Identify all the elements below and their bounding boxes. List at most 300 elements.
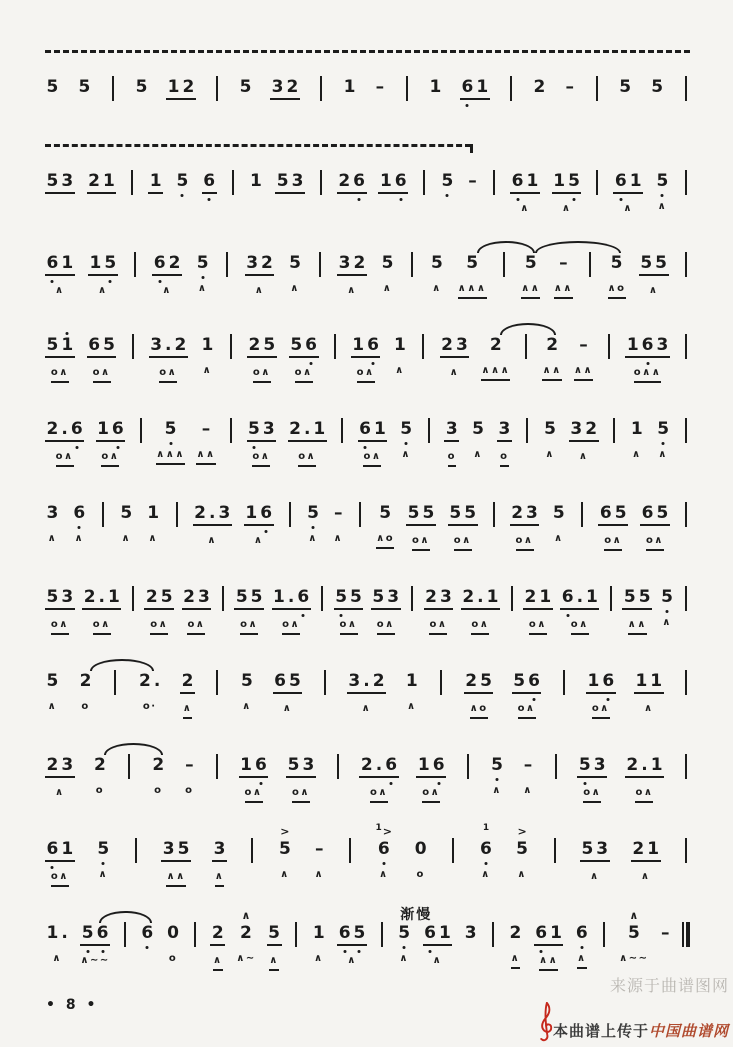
note-char: – — [375, 77, 385, 97]
note-char: 3 — [46, 503, 59, 523]
articulation-marks: o∧ — [377, 618, 395, 635]
note-char: 6 — [599, 503, 612, 523]
articulation-marks: ∧∼∼ — [80, 955, 110, 966]
note-cell — [272, 572, 311, 635]
note-group — [424, 587, 454, 610]
note-cell — [195, 238, 210, 297]
note-cell — [430, 238, 445, 297]
barline-mark — [320, 76, 322, 101]
note-group — [371, 587, 401, 610]
barline — [560, 656, 568, 695]
barline — [551, 824, 559, 863]
measure-row — [45, 320, 690, 383]
note-char: 6 — [385, 755, 398, 775]
score-line-6 — [45, 488, 690, 551]
barline-mark — [124, 922, 126, 947]
articulation-marks: ∧ — [333, 533, 344, 544]
note-cell — [247, 404, 277, 467]
note-group — [247, 419, 277, 442]
note-group — [78, 671, 93, 692]
note-cell — [342, 62, 357, 121]
note-cell — [650, 62, 665, 121]
note-group — [45, 923, 69, 944]
barline — [403, 62, 411, 101]
articulation-marks: o∧∧ — [634, 366, 662, 383]
note-char: 5 — [480, 671, 492, 691]
note-char: 5 — [638, 587, 651, 607]
articulation-marks: ∧ — [47, 701, 58, 712]
note-char: 5 — [655, 253, 668, 273]
barline — [419, 320, 427, 359]
note-group — [45, 171, 75, 194]
barline-mark — [289, 502, 291, 527]
barline — [408, 238, 416, 277]
note-cell — [358, 404, 388, 467]
note-char: 3 — [246, 253, 259, 273]
note-group — [347, 671, 386, 694]
articulation-marks: ∧ — [432, 283, 442, 294]
articulation-marks: o∧ — [529, 618, 547, 635]
note-char: 5 — [353, 923, 366, 943]
note-char: 5 — [46, 335, 59, 355]
articulation-marks: o∧ — [646, 534, 664, 551]
articulation-marks: ∧ — [449, 367, 460, 378]
articulation-marks: ∧∧∧ — [458, 282, 487, 299]
note-cell — [560, 572, 599, 635]
note-char: 1 — [149, 171, 162, 191]
note-cell — [534, 908, 564, 971]
articulation-marks: ∧ — [98, 869, 109, 880]
note-cell — [87, 156, 117, 217]
barline-mark — [563, 670, 565, 695]
note-group — [45, 839, 75, 862]
note-char: 5 — [307, 503, 319, 523]
note-char: 5 — [335, 587, 348, 607]
dashed-overline — [45, 144, 471, 147]
note-cell — [239, 740, 269, 803]
note-char: 3 — [61, 171, 74, 191]
note-group — [463, 923, 478, 944]
articulation-marks: ∧ — [183, 702, 193, 719]
note-group — [200, 335, 215, 356]
note-char: 5 — [449, 503, 462, 523]
note-cell — [289, 320, 319, 383]
dashed-overline — [45, 50, 690, 53]
note-cell — [45, 404, 84, 467]
note-char: 5 — [524, 253, 537, 273]
barline-mark — [511, 586, 513, 611]
hat-mark: ∧ — [241, 909, 251, 922]
note-group — [152, 253, 182, 276]
note-cell — [532, 62, 547, 121]
note-cell — [244, 488, 274, 549]
note-group — [337, 171, 367, 194]
barline — [507, 62, 515, 101]
barline-mark — [295, 922, 297, 947]
articulation-marks: o∧ — [412, 534, 430, 551]
articulation-marks: ∧ — [401, 449, 411, 460]
note-char: 1 — [343, 77, 356, 97]
note-group — [558, 253, 570, 274]
note-char: 5 — [235, 587, 248, 607]
note-group — [634, 671, 664, 694]
barline — [356, 488, 364, 527]
note-cell — [306, 488, 321, 547]
note-char: 5 — [472, 419, 485, 439]
articulation-marks: ∧ — [545, 449, 555, 460]
note-char: 1 — [650, 755, 663, 775]
barline-mark — [406, 76, 408, 101]
note-cell — [552, 156, 582, 217]
articulation-marks: ∧∧ — [574, 364, 593, 381]
articulation-marks: ∧ — [561, 203, 572, 214]
note-group — [523, 253, 538, 274]
ornament-above — [629, 908, 638, 923]
note-group — [210, 923, 225, 946]
articulation-marks: o∧ — [604, 534, 622, 551]
articulation-marks: ∧ — [98, 285, 108, 296]
note-cell — [376, 824, 392, 883]
note-cell — [96, 404, 126, 467]
articulation-marks: o∧ — [583, 786, 601, 803]
note-cell — [236, 908, 256, 967]
note-char: 6 — [528, 671, 540, 691]
note-group — [80, 923, 110, 946]
note-group — [423, 923, 453, 946]
note-cell — [629, 404, 644, 463]
note-group — [380, 253, 395, 274]
note-char: 5 — [441, 171, 454, 191]
note-cell — [182, 572, 212, 635]
note-cell — [337, 908, 367, 969]
barline-mark — [428, 418, 430, 443]
barline-mark — [493, 170, 495, 195]
articulation-marks: ∧ — [162, 285, 172, 296]
note-char: 2 — [286, 77, 299, 97]
articulation-marks: ∧ — [314, 953, 324, 964]
barline-mark — [112, 76, 114, 101]
barline — [331, 320, 339, 359]
note-char: 1 — [373, 419, 386, 439]
note-char: 1 — [476, 77, 489, 97]
note-char: 2 — [152, 755, 165, 775]
note-group — [416, 755, 446, 778]
note-group — [430, 253, 445, 274]
note-group — [272, 587, 311, 610]
articulation-marks: ∧ — [523, 785, 533, 796]
barline — [316, 238, 324, 277]
note-char: – — [559, 253, 568, 273]
note-char: 6 — [394, 171, 407, 191]
note-cell — [45, 656, 60, 715]
note-char: . — [209, 503, 216, 523]
note-group — [245, 253, 275, 276]
note-cell — [577, 740, 607, 803]
note-cell — [202, 156, 217, 217]
note-group — [532, 77, 547, 98]
note-group — [175, 171, 190, 192]
note-char: 6 — [353, 171, 365, 191]
articulation-marks: ∧∧ — [196, 448, 215, 465]
articulation-marks: ∧ — [589, 871, 600, 882]
note-char: 5 — [46, 171, 59, 191]
barline — [227, 404, 235, 443]
articulation-marks: ∧ — [347, 955, 357, 966]
articulation-marks: o∧ — [240, 618, 258, 635]
note-group — [277, 839, 292, 860]
note-group — [234, 587, 264, 610]
note-group — [399, 419, 414, 440]
note-cell — [337, 156, 367, 217]
note-char: 5 — [544, 419, 556, 439]
barline — [593, 62, 601, 101]
note-char: 5 — [46, 587, 59, 607]
note-cell — [655, 156, 670, 215]
note-char: 3 — [464, 923, 477, 943]
note-char: 5 — [350, 587, 362, 607]
articulation-marks: ∧ — [55, 787, 65, 798]
note-char: . — [98, 587, 106, 607]
note-group — [273, 671, 303, 694]
barline-mark — [685, 334, 687, 359]
barline — [682, 824, 690, 863]
note-char: 6 — [432, 755, 445, 775]
note-char: 5 — [290, 335, 303, 355]
note-char: 5 — [657, 419, 670, 439]
note-group — [239, 923, 254, 944]
barline — [129, 320, 137, 359]
note-char: 5 — [464, 503, 477, 523]
note-char: 5 — [196, 253, 209, 273]
barline-mark — [176, 502, 178, 527]
articulation-marks: ∧ — [282, 703, 293, 714]
note-group — [166, 77, 196, 100]
note-group — [247, 335, 277, 358]
articulation-marks: ∧o — [608, 282, 626, 299]
note-group — [140, 923, 155, 944]
note-group — [448, 503, 478, 526]
articulation-marks: ∧∧ — [628, 618, 647, 635]
note-group — [545, 335, 560, 356]
barline — [682, 488, 690, 527]
note-cell — [175, 156, 190, 215]
note-cell — [523, 572, 553, 635]
note-group — [166, 923, 181, 944]
note-cell — [399, 404, 414, 463]
note-group — [655, 171, 670, 192]
note-group — [275, 171, 305, 194]
note-char: 6 — [561, 587, 574, 607]
articulation-marks: ∧∼∼ — [619, 953, 649, 964]
barline-mark — [554, 838, 556, 863]
note-char: 5 — [97, 839, 110, 859]
note-group — [404, 671, 419, 692]
articulation-marks: o∧ — [101, 450, 119, 467]
articulation-marks: o∧ — [93, 618, 111, 635]
note-group — [144, 587, 174, 610]
note-cell — [72, 488, 87, 547]
note-cell — [45, 740, 75, 801]
note-group — [376, 839, 391, 860]
note-char: 3 — [455, 335, 468, 355]
note-cell — [479, 824, 494, 883]
barline-mark — [685, 418, 687, 443]
note-cell — [424, 572, 454, 635]
measure-row — [45, 488, 690, 551]
articulation-marks: o∧ — [245, 786, 263, 803]
note-char: 2 — [338, 171, 351, 191]
barline — [593, 156, 601, 195]
note-group — [45, 503, 60, 524]
score-line-7 — [45, 572, 690, 635]
barline-mark — [134, 252, 136, 277]
note-cell — [416, 740, 446, 803]
note-char: 2 — [626, 755, 639, 775]
note-cell — [45, 488, 60, 547]
barline-mark — [685, 170, 687, 195]
note-char: 6 — [377, 839, 390, 859]
barline-mark — [467, 754, 469, 779]
barline-mark — [526, 418, 528, 443]
barline-mark — [114, 670, 116, 695]
barline — [334, 740, 342, 779]
articulation-marks: ∧ — [511, 952, 521, 969]
note-cell — [574, 908, 589, 969]
barline — [449, 824, 457, 863]
note-group — [586, 671, 616, 694]
barline-mark — [194, 922, 196, 947]
note-char: 5 — [623, 587, 636, 607]
note-char: 1 — [273, 587, 285, 607]
articulation-marks: ∧ — [202, 365, 213, 376]
score-line-10 — [45, 824, 690, 887]
articulation-marks: o — [81, 701, 90, 712]
barline-mark — [493, 502, 495, 527]
note-group — [333, 503, 345, 524]
articulation-marks: o∧ — [422, 786, 440, 803]
score-line-2 — [45, 144, 690, 217]
note-char: 3 — [162, 839, 175, 859]
note-char: 1 — [630, 419, 643, 439]
note-char: 6 — [359, 419, 371, 439]
articulation-marks: o∧ — [370, 786, 388, 803]
barline — [600, 908, 608, 947]
articulation-marks: ∧∧ — [554, 282, 573, 299]
note-char: 2 — [183, 587, 195, 607]
note-char: 6 — [641, 335, 654, 355]
articulation-marks: ∧o — [470, 702, 488, 719]
page-footer — [0, 977, 733, 1047]
note-char: 3 — [338, 253, 351, 273]
barline — [578, 488, 586, 527]
barline — [248, 824, 256, 863]
articulation-marks: o — [185, 785, 194, 796]
barline — [129, 572, 137, 611]
note-char: – — [315, 839, 324, 859]
barline-mark — [132, 586, 134, 611]
articulation-marks: o∧ — [635, 786, 653, 803]
note-cell — [45, 62, 60, 121]
note-char: 1 — [97, 419, 109, 439]
note-cell — [148, 156, 163, 217]
note-cell — [631, 824, 661, 885]
treble-clef-icon — [537, 1002, 555, 1047]
barline-mark — [610, 586, 612, 611]
note-cell — [273, 656, 303, 717]
note-cell — [277, 824, 292, 883]
note-char: 2 — [139, 671, 151, 691]
articulation-marks: o∧ — [51, 366, 69, 383]
barline-mark — [492, 922, 494, 947]
barline-mark — [216, 754, 218, 779]
note-group — [609, 253, 624, 274]
final-barline-mark — [682, 922, 690, 947]
note-group — [515, 839, 530, 860]
note-cell — [193, 488, 232, 549]
note-char: 6 — [111, 419, 124, 439]
note-char: 6 — [641, 503, 654, 523]
note-group — [163, 419, 178, 440]
note-char: 2 — [425, 587, 437, 607]
note-group — [45, 671, 60, 692]
note-group — [77, 77, 92, 98]
barline-mark — [334, 334, 336, 359]
articulation-marks: ∧ — [399, 953, 410, 964]
note-cell — [440, 320, 470, 381]
note-cell — [622, 572, 652, 635]
barline-mark — [251, 838, 253, 863]
note-char: 5 — [289, 253, 302, 273]
note-char: 6 — [46, 253, 59, 273]
note-group — [200, 419, 212, 440]
note-cell — [149, 320, 188, 383]
note-char: 1 — [650, 671, 663, 691]
barline — [464, 740, 472, 779]
barline — [173, 488, 181, 527]
note-char: 1 — [586, 587, 598, 607]
note-cell — [660, 572, 675, 631]
note-char: 5 — [431, 253, 443, 273]
note-char: 5 — [640, 253, 653, 273]
note-char: 3 — [150, 335, 163, 355]
note-char: 3 — [526, 503, 538, 523]
barline-mark — [381, 922, 383, 947]
ornament-above — [517, 824, 526, 839]
note-char: 3 — [61, 587, 74, 607]
note-group — [440, 171, 455, 192]
note-char: 1 — [245, 503, 258, 523]
note-cell — [406, 488, 436, 551]
note-cell — [210, 908, 225, 971]
articulation-marks: ∧ — [578, 451, 589, 462]
articulation-marks: ∧ — [517, 869, 527, 880]
note-cell — [625, 740, 664, 803]
articulation-marks: o — [154, 785, 163, 796]
note-char: 2 — [79, 671, 92, 691]
articulation-marks: o∧ — [159, 366, 177, 383]
note-char: 2 — [88, 171, 100, 191]
note-cell — [522, 740, 534, 799]
note-char: 3 — [197, 587, 210, 607]
measure-row — [45, 156, 690, 217]
note-char: 5 — [248, 419, 260, 439]
articulation-marks: o — [168, 953, 178, 964]
articulation-marks: ∧ — [554, 533, 564, 544]
note-cell — [82, 572, 121, 635]
note-char: 1 — [526, 171, 539, 191]
note-char: 2 — [194, 503, 206, 523]
articulation-marks: o∧ — [252, 450, 270, 467]
